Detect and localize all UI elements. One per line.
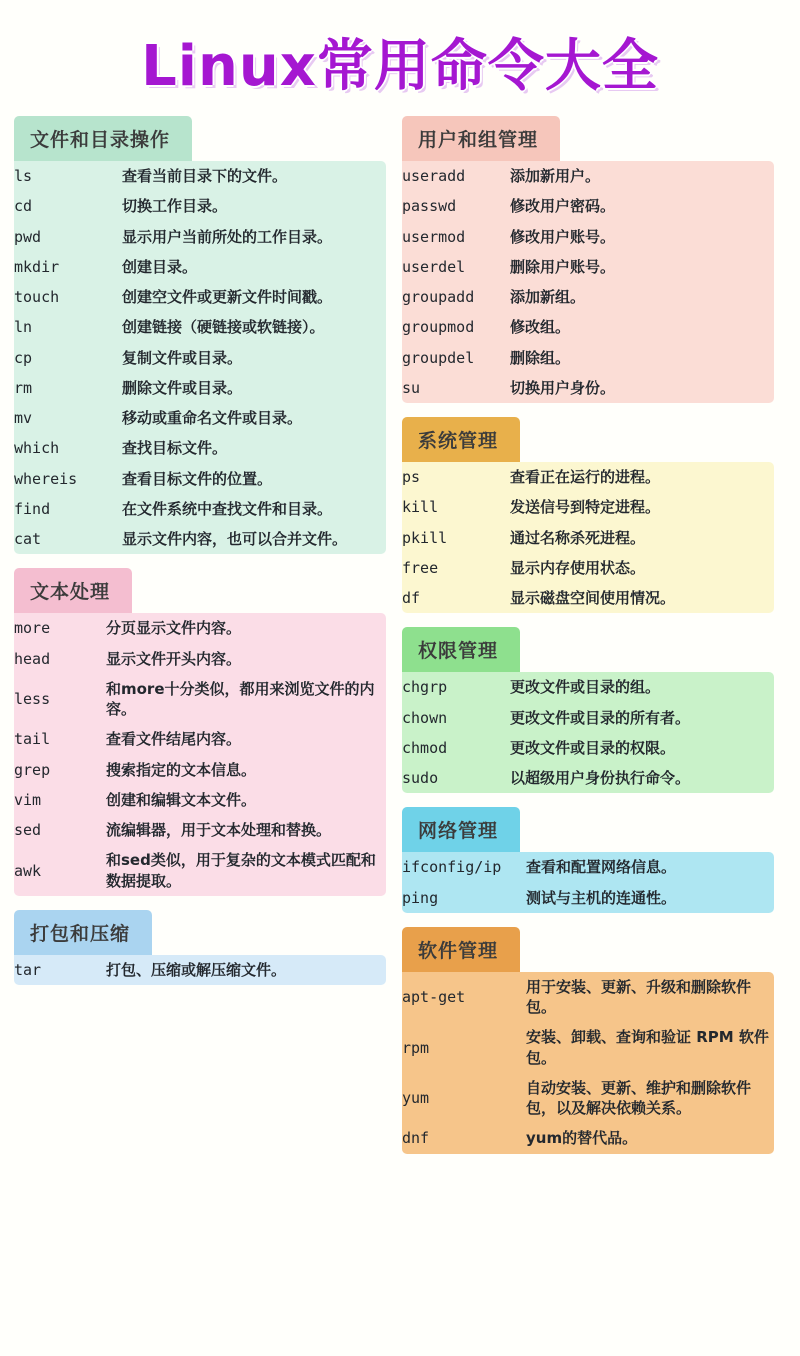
- section-文件和目录操作: [14, 116, 386, 554]
- command-name: tail: [14, 730, 51, 749]
- command-name: free: [402, 558, 439, 577]
- table-row: [14, 252, 386, 282]
- command-name: ln: [14, 318, 33, 337]
- command-name: ls: [14, 167, 33, 186]
- table-row: [14, 755, 386, 785]
- table-row: [402, 462, 774, 492]
- command-description: 查看当前目录下的文件。: [122, 167, 288, 185]
- table-row: [402, 672, 774, 702]
- section-heading: 文本处理: [14, 568, 132, 613]
- table-row: [402, 252, 774, 282]
- command-name: userdel: [402, 257, 466, 276]
- command-description: 切换用户身份。: [510, 378, 616, 397]
- command-name: sudo: [402, 769, 439, 788]
- command-description: 修改组。: [510, 318, 571, 337]
- table-row: [14, 373, 386, 403]
- command-name: kill: [402, 498, 439, 517]
- table-row: [402, 733, 774, 763]
- command-description: 查看正在运行的进程。: [510, 468, 661, 486]
- table-row: [402, 703, 774, 733]
- command-name: whereis: [14, 469, 78, 488]
- command-name: yum: [402, 1089, 430, 1107]
- command-name: chmod: [402, 738, 448, 757]
- command-name: groupmod: [402, 318, 475, 337]
- table-row: [14, 403, 386, 433]
- command-description: 切换工作目录。: [122, 197, 228, 216]
- command-name: grep: [14, 760, 51, 779]
- command-description: 搜索指定的文本信息。: [106, 760, 257, 779]
- command-description: 移动或重命名文件或目录。: [122, 409, 303, 427]
- command-name: head: [14, 649, 51, 668]
- section-heading: 系统管理: [402, 417, 520, 462]
- command-description: 更改文件或目录的组。: [510, 678, 661, 697]
- command-description: 和sed类似，用于复杂的文本模式匹配和数据提取。: [106, 851, 376, 890]
- table-row: [14, 191, 386, 221]
- table-row: [402, 312, 774, 342]
- command-description: 分页显示文件内容。: [106, 619, 242, 638]
- command-name: passwd: [402, 197, 457, 216]
- section-打包和压缩: [14, 910, 386, 985]
- table-row: [402, 373, 774, 403]
- command-description: 删除组。: [510, 348, 571, 367]
- command-name: useradd: [402, 167, 466, 186]
- command-name: dnf: [402, 1129, 430, 1148]
- command-name: tar: [14, 960, 42, 979]
- command-name: mv: [14, 409, 33, 428]
- table-row: [402, 222, 774, 252]
- command-description: 查找目标文件。: [122, 439, 228, 458]
- command-name: df: [402, 589, 421, 608]
- left-column: [14, 116, 386, 999]
- section-body: [402, 161, 774, 403]
- section-body: [14, 161, 386, 554]
- table-row: [402, 852, 774, 882]
- table-row: [402, 282, 774, 312]
- command-name: less: [14, 690, 51, 708]
- table-row: [14, 613, 386, 643]
- table-row: [14, 785, 386, 815]
- table-row: [14, 312, 386, 342]
- command-description: 打包、压缩或解压缩文件。: [106, 960, 287, 979]
- section-文本处理: [14, 568, 386, 896]
- section-body: [402, 462, 774, 613]
- command-name: rpm: [402, 1038, 430, 1057]
- command-name: find: [14, 499, 51, 518]
- table-row: [14, 222, 386, 252]
- table-row: [402, 161, 774, 191]
- section-系统管理: [402, 417, 774, 613]
- command-description: 查看目标文件的位置。: [122, 469, 273, 488]
- table-row: [402, 883, 774, 913]
- command-description: 安装、卸载、查询和验证 RPM 软件包。: [526, 1028, 769, 1067]
- table-row: [402, 763, 774, 793]
- command-description: 添加新用户。: [510, 167, 601, 185]
- command-description: 显示磁盘空间使用情况。: [510, 589, 676, 607]
- section-heading: 软件管理: [402, 927, 520, 972]
- table-row: [14, 524, 386, 554]
- table-row: [14, 724, 386, 754]
- command-name: cd: [14, 197, 33, 216]
- table-row: [14, 815, 386, 845]
- command-description: 创建和编辑文本文件。: [106, 790, 257, 809]
- command-name: pkill: [402, 528, 448, 547]
- table-row: [14, 644, 386, 674]
- command-name: cat: [14, 530, 42, 549]
- command-description: 显示内存使用状态。: [510, 558, 646, 577]
- command-description: 测试与主机的连通性。: [526, 888, 677, 907]
- section-软件管理: [402, 927, 774, 1154]
- section-body: [402, 972, 774, 1154]
- command-description: 自动安装、更新、维护和删除软件包，以及解决依赖关系。: [526, 1078, 752, 1117]
- command-name: vim: [14, 790, 42, 809]
- table-row: [14, 343, 386, 373]
- table-row: [14, 494, 386, 524]
- command-description: yum的替代品。: [526, 1129, 638, 1148]
- table-row: [402, 1123, 774, 1153]
- command-description: 流编辑器，用于文本处理和替换。: [106, 821, 332, 839]
- command-name: rm: [14, 378, 33, 397]
- command-name: su: [402, 378, 421, 397]
- table-row: [402, 1073, 774, 1124]
- command-name: ps: [402, 468, 421, 487]
- table-row: [14, 464, 386, 494]
- command-description: 更改文件或目录的权限。: [510, 738, 676, 757]
- section-heading: 网络管理: [402, 807, 520, 852]
- command-name: usermod: [402, 227, 466, 246]
- command-description: 通过名称杀死进程。: [510, 528, 646, 547]
- section-heading: 文件和目录操作: [14, 116, 192, 161]
- table-row: [402, 191, 774, 221]
- table-row: [402, 553, 774, 583]
- command-description: 用于安装、更新、升级和删除软件包。: [526, 977, 752, 1016]
- command-name: mkdir: [14, 257, 60, 276]
- right-column: [402, 116, 774, 1168]
- section-用户和组管理: [402, 116, 774, 403]
- command-name: groupdel: [402, 348, 475, 367]
- columns-wrapper: [14, 116, 786, 1168]
- page-title: Linux常用命令大全: [141, 34, 659, 99]
- command-name: touch: [14, 288, 60, 307]
- section-权限管理: [402, 627, 774, 793]
- command-name: pwd: [14, 227, 42, 246]
- table-row: [14, 282, 386, 312]
- command-description: 创建目录。: [122, 257, 198, 276]
- section-body: [14, 613, 386, 896]
- section-heading: 用户和组管理: [402, 116, 560, 161]
- table-row: [14, 161, 386, 191]
- command-description: 显示用户当前所处的工作目录。: [122, 227, 333, 246]
- table-row: [402, 343, 774, 373]
- command-name: chgrp: [402, 678, 448, 697]
- section-body: [14, 955, 386, 985]
- command-name: more: [14, 619, 51, 638]
- table-row: [14, 433, 386, 463]
- section-网络管理: [402, 807, 774, 913]
- command-description: 发送信号到特定进程。: [510, 498, 661, 517]
- command-name: which: [14, 439, 60, 458]
- command-name: chown: [402, 708, 448, 727]
- command-name: groupadd: [402, 288, 475, 307]
- command-description: 修改用户密码。: [510, 197, 616, 216]
- command-name: ifconfig/ip: [402, 858, 502, 877]
- command-description: 删除用户账号。: [510, 257, 616, 276]
- command-description: 显示文件内容，也可以合并文件。: [122, 530, 348, 548]
- command-description: 修改用户账号。: [510, 227, 616, 246]
- command-description: 创建空文件或更新文件时间戳。: [122, 288, 333, 306]
- command-description: 复制文件或目录。: [122, 348, 243, 367]
- section-heading: 打包和压缩: [14, 910, 152, 955]
- command-description: 删除文件或目录。: [122, 378, 243, 397]
- table-row: [402, 1022, 774, 1073]
- command-description: 和more十分类似，都用来浏览文件的内容。: [106, 679, 375, 718]
- section-body: [402, 672, 774, 793]
- command-description: 添加新组。: [510, 288, 586, 306]
- command-description: 更改文件或目录的所有者。: [510, 708, 691, 727]
- command-name: apt-get: [402, 988, 466, 1006]
- table-row: [402, 972, 774, 1023]
- command-name: awk: [14, 861, 42, 880]
- command-description: 创建链接（硬链接或软链接）。: [122, 318, 325, 337]
- table-row: [402, 583, 774, 613]
- command-name: sed: [14, 821, 42, 840]
- table-row: [402, 523, 774, 553]
- section-body: [402, 852, 774, 913]
- command-description: 以超级用户身份执行命令。: [510, 769, 691, 787]
- command-name: ping: [402, 888, 439, 907]
- command-description: 在文件系统中查找文件和目录。: [122, 499, 333, 518]
- table-row: [14, 955, 386, 985]
- table-row: [14, 845, 386, 896]
- section-heading: 权限管理: [402, 627, 520, 672]
- table-row: [402, 492, 774, 522]
- command-description: 查看文件结尾内容。: [106, 730, 242, 749]
- command-description: 显示文件开头内容。: [106, 649, 242, 668]
- command-description: 查看和配置网络信息。: [526, 858, 677, 877]
- command-name: cp: [14, 348, 33, 367]
- table-row: [14, 674, 386, 725]
